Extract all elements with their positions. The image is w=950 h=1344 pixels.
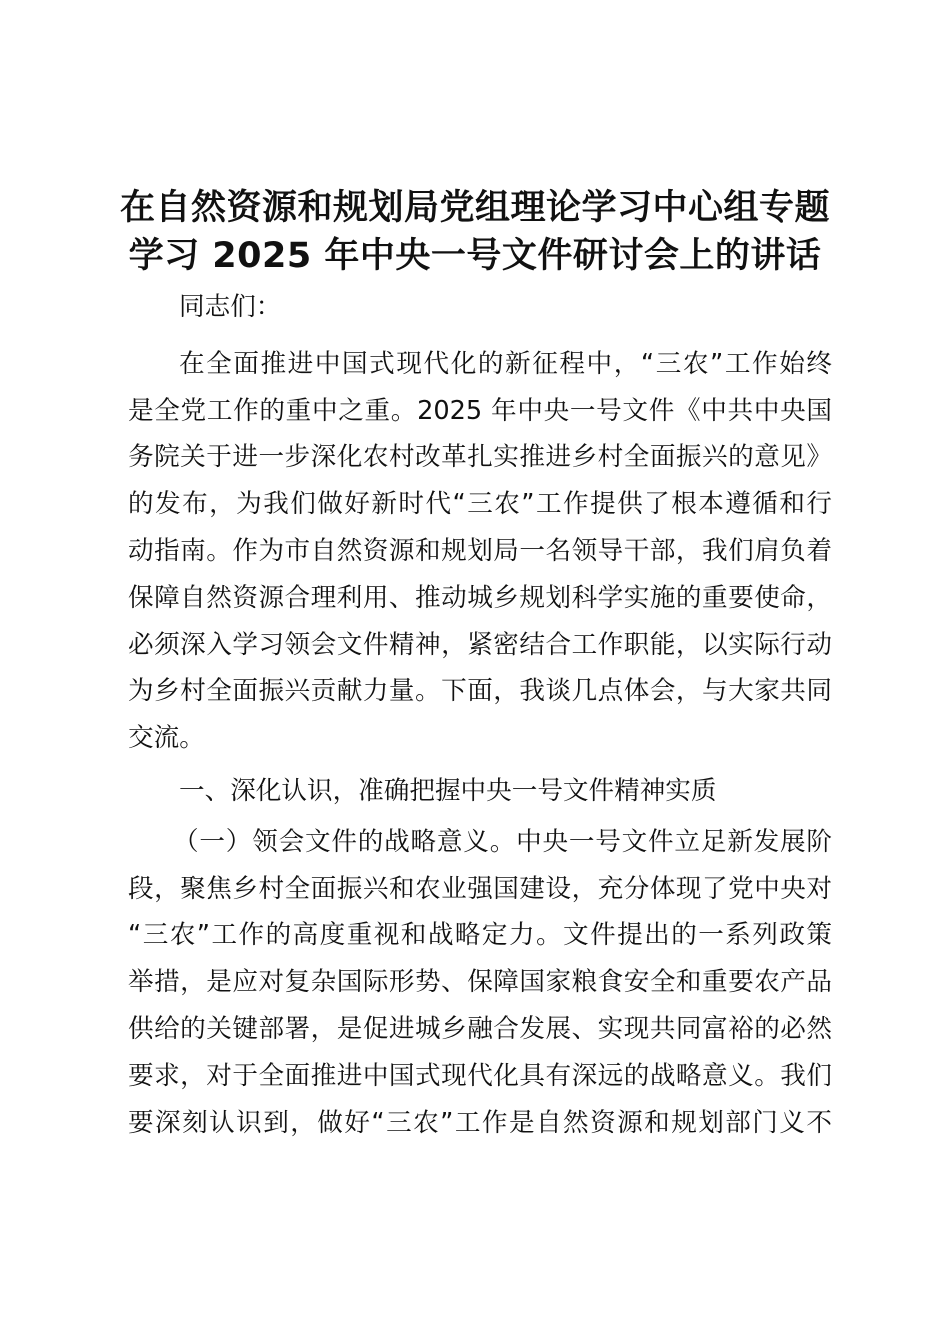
paragraph-line: 举措，是应对复杂国际形势、保障国家粮食安全和重要农产品 bbox=[128, 967, 832, 998]
paragraph-line: 要求，对于全面推进中国式现代化具有深远的战略意义。我们 bbox=[128, 1060, 832, 1091]
paragraph-line: 要深刻认识到，做好“三农”工作是自然资源和规划部门义不 bbox=[128, 1107, 832, 1138]
paragraph-line: 必须深入学习领会文件精神，紧密结合工作职能，以实际行动 bbox=[128, 629, 832, 660]
paragraph-line: “三农”工作的高度重视和战略定力。文件提出的一系列政策 bbox=[128, 920, 832, 951]
greeting bbox=[128, 284, 832, 331]
document-title bbox=[110, 184, 840, 280]
paragraph-line: （一）领会文件的战略意义。中央一号文件立足新发展阶 bbox=[173, 826, 832, 857]
paragraph-line: 为乡村全面振兴贡献力量。下面，我谈几点体会，与大家共同 bbox=[128, 676, 832, 707]
document-body bbox=[128, 284, 832, 1146]
paragraph-line: 保障自然资源合理利用、推动城乡规划科学实施的重要使命， bbox=[128, 582, 832, 613]
section-heading-text: 一、深化认识，准确把握中央一号文件精神实质 bbox=[179, 775, 717, 806]
paragraph-line: 供给的关键部署，是促进城乡融合发展、实现共同富裕的必然 bbox=[128, 1013, 832, 1044]
paragraph-line: 在全面推进中国式现代化的新征程中，“三农”工作始终 bbox=[179, 348, 832, 379]
title-line-1: 在自然资源和规划局党组理论学习中心组专题 bbox=[119, 188, 830, 228]
intro-paragraph bbox=[128, 341, 832, 762]
paragraph-line: 务院关于进一步深化农村改革扎实推进乡村全面振兴的意见》 bbox=[128, 442, 832, 473]
title-line-2: 学习 2025 年中央一号文件研讨会上的讲话 bbox=[128, 236, 822, 276]
paragraph-line: 动指南。作为市自然资源和规划局一名领导干部，我们肩负着 bbox=[128, 535, 832, 566]
paragraph-line: 的发布，为我们做好新时代“三农”工作提供了根本遵循和行 bbox=[128, 489, 832, 520]
paragraph-line: 是全党工作的重中之重。2025 年中央一号文件《中共中央国 bbox=[128, 395, 832, 426]
paragraph-line: 段，聚焦乡村全面振兴和农业强国建设，充分体现了党中央对 bbox=[128, 873, 832, 904]
greeting-text: 同志们： bbox=[179, 292, 282, 322]
paragraph-line: 交流。 bbox=[128, 723, 205, 754]
subsection-paragraph bbox=[128, 819, 832, 1147]
section-heading bbox=[128, 768, 832, 815]
